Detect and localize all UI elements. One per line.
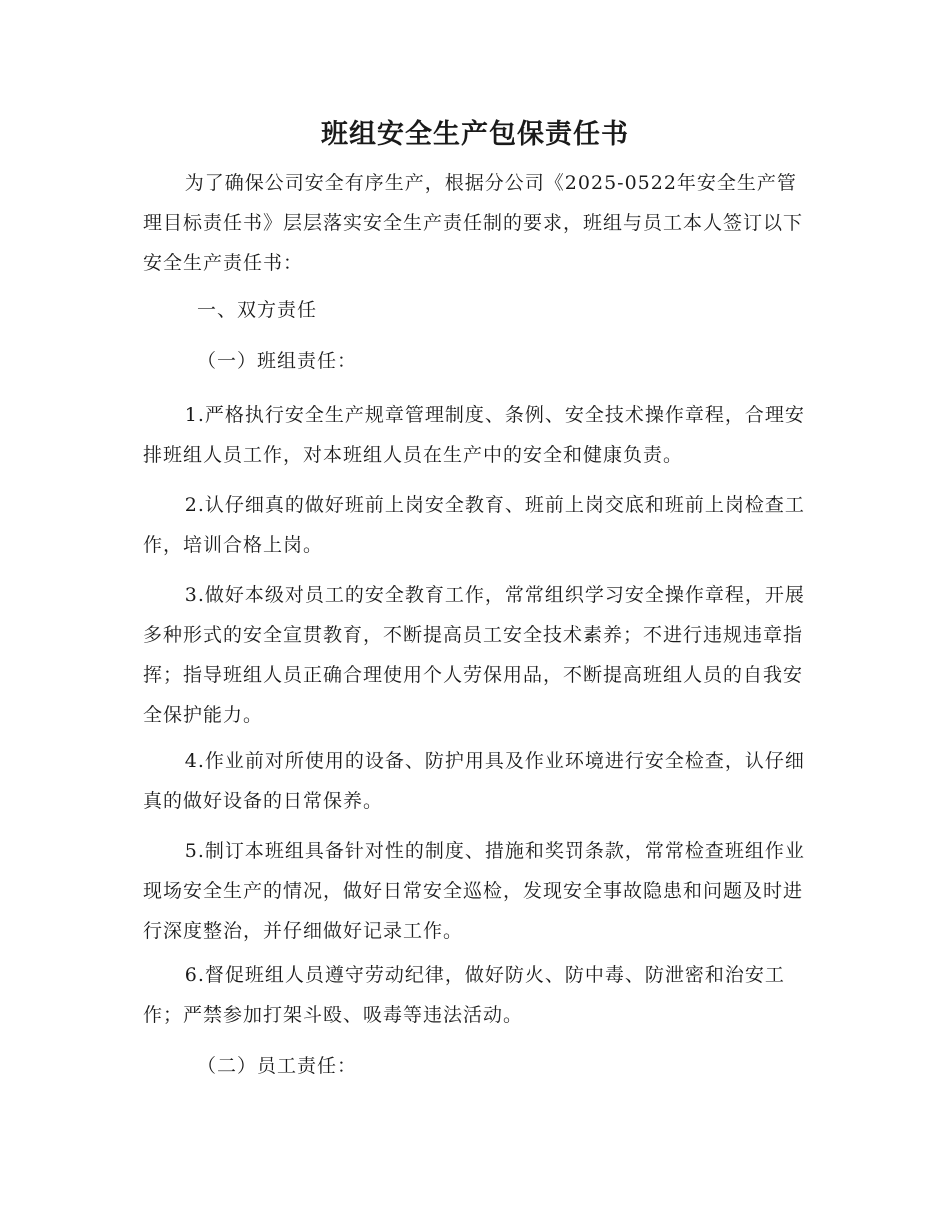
list-item: 6.督促班组人员遵守劳动纪律，做好防火、防中毒、防泄密和治安工作；严禁参加打架斗殴、吸毒等违法活动。 <box>143 964 785 1026</box>
section-heading-responsibilities: 一、双方责任 <box>197 299 318 321</box>
subsection-heading-team: （一）班组责任： <box>197 350 358 372</box>
list-item: 2.认仔细真的做好班前上岗安全教育、班前上岗交底和班前上岗检查工作，培训合格上岗。 <box>143 494 805 556</box>
list-item: 3.做好本级对员工的安全教育工作，常常组织学习安全操作章程，开展多种形式的安全宣贯教育，不断提高员工安全技术素养；不进行违规违章指挥；指导班组人员正确合理使用个人劳保用品，不断提高班组人员的自我安全保护能力。 <box>143 584 805 726</box>
list-item: 1.严格执行安全生产规章管理制度、条例、安全技术操作章程，合理安排班组人员工作，对本班组人员在生产中的安全和健康负责。 <box>143 404 805 466</box>
intro-paragraph: 为了确保公司安全有序生产，根据分公司《2025-0522年安全生产管理目标责任书》层层落实安全生产责任制的要求，班组与员工本人签订以下安全生产责任书： <box>143 172 804 274</box>
document-title: 班组安全生产包保责任书 <box>321 119 629 150</box>
list-item: 5.制订本班组具备针对性的制度、措施和奖罚条款，常常检查班组作业现场安全生产的情况，做好日常安全巡检，发现安全事故隐患和问题及时进行深度整治，并仔细做好记录工作。 <box>143 840 805 942</box>
list-item: 4.作业前对所使用的设备、防护用具及作业环境进行安全检查，认仔细真的做好设备的日常保养。 <box>143 750 805 812</box>
subsection-heading-employee: （二）员工责任： <box>197 1055 358 1077</box>
